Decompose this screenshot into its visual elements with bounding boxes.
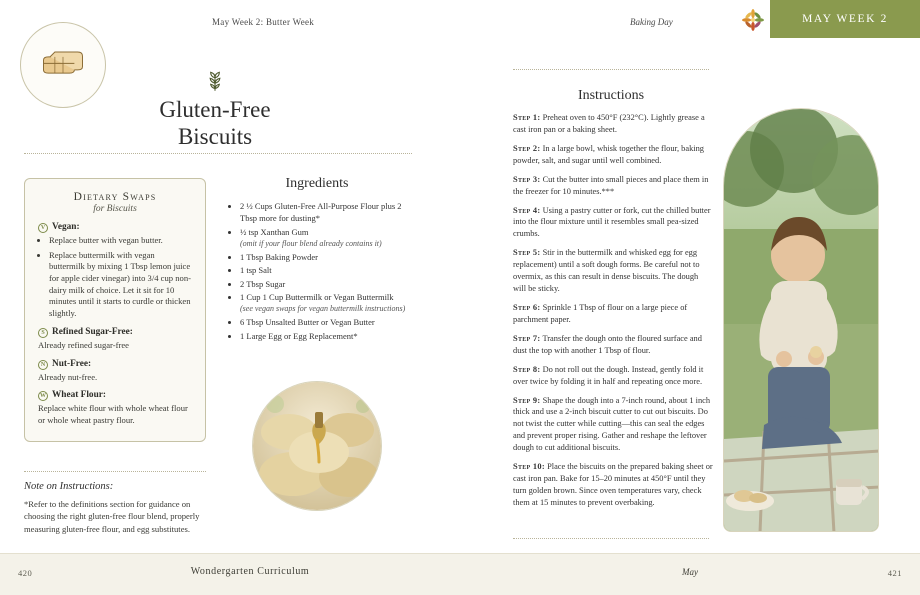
left-page — [0, 38, 460, 595]
divider — [24, 471, 206, 472]
list-item — [240, 330, 414, 342]
swap-heading-nut-free — [38, 359, 192, 370]
ingredient-text: ½ tsp Xanthan Gum — [240, 226, 309, 237]
swap-text-wheat-flour: Replace white flour with whole wheat flour or whole wheat pastry flour. — [38, 403, 188, 425]
step-label: Step 9: — [513, 395, 541, 405]
dietary-swaps-subtitle: for Biscuits — [93, 204, 137, 214]
biscuits-with-honey-photo — [252, 381, 382, 511]
step-text: In a large bowl, whisk together the flour, baking powder, salt, and sugar until well combined. — [513, 143, 704, 165]
list-item — [513, 112, 713, 136]
list-item — [513, 205, 713, 241]
recipe-title-line1: Gluten-Free — [159, 97, 271, 122]
flower-icon — [742, 9, 764, 31]
ingredient-text: 1 Tbsp Baking Powder — [240, 251, 318, 262]
header-center-title: Baking Day — [630, 17, 673, 27]
week-band — [770, 0, 920, 38]
list-item — [513, 302, 713, 326]
swap-list-vegan — [38, 235, 192, 320]
step-label: Step 5: — [513, 248, 541, 258]
swap-label: Wheat Flour: — [52, 390, 106, 401]
ingredient-note: (omit if your flour blend already contains it) — [240, 238, 382, 248]
week-band-label: MAY WEEK 2 — [802, 13, 888, 25]
note-title: Note on Instructions: — [24, 481, 114, 492]
step-text: Place the biscuits on the prepared baking sheet or cast iron pan. Bake for 15–20 minutes at 450°F until they turn golden brown. Since oven temperatures vary, check them at 15 minutes to prevent overbaking. — [513, 462, 713, 507]
dietary-swaps-card — [24, 178, 206, 442]
divider — [513, 69, 709, 70]
step-text: Do not roll out the dough. Instead, gently fold it over twice by folding it in half and repeating once more. — [513, 364, 704, 386]
swap-text-refined-sugar-free: Already refined sugar-free — [38, 339, 129, 350]
swap-heading-refined-sugar-free — [38, 327, 192, 338]
recipe-title-line2: Biscuits — [177, 124, 253, 150]
step-label: Step 4: — [513, 205, 541, 215]
swap-heading-wheat-flour — [38, 390, 192, 401]
ingredient-text: 1 Large Egg or Egg Replacement* — [240, 330, 358, 341]
list-item — [513, 174, 713, 198]
swap-label: Refined Sugar-Free: — [52, 326, 133, 337]
step-text: Stir in the buttermilk and whisked egg for egg replacement) until a soft dough forms. Be careful not to overmix, as this can result in dense biscuits. The dough will be sticky. — [513, 248, 700, 294]
instructions-list — [513, 112, 713, 516]
list-item — [240, 226, 414, 249]
list-item — [240, 291, 414, 314]
book-title: Wondergarten Curriculum — [190, 566, 310, 577]
leaf-circle-icon: V — [38, 223, 48, 233]
list-item — [513, 247, 713, 295]
child-eating-biscuit-photo — [723, 108, 879, 532]
list-item: • Replace buttermilk with vegan buttermilk by mixing 1 Tbsp lemon juice for apple cider vinegar) into 3/4 cup non-dairy milk of choice. Let it sit for 10 minutes until it starts to curdle or thicken slightly. — [49, 250, 192, 320]
step-label: Step 6: — [513, 302, 541, 312]
ingredients-heading: Ingredients — [285, 176, 349, 191]
step-text: Transfer the dough onto the floured surface and dust the top with another 1 Tbsp of flour. — [513, 333, 702, 355]
note-body: *Refer to the definitions section for guidance on choosing the right gluten-free flour blend, properly measuring gluten-free flour, and egg substitutes. — [24, 499, 200, 534]
ingredients-list — [228, 200, 414, 343]
list-item: • Replace butter with vegan butter. — [49, 235, 192, 247]
list-item — [240, 251, 414, 263]
list-item — [513, 395, 713, 455]
ingredient-text: 1 tsp Salt — [240, 265, 272, 276]
page-footer — [0, 553, 920, 595]
right-page — [460, 38, 920, 595]
ingredient-text: 2 Tbsp Sugar — [240, 278, 286, 289]
step-text: Sprinkle 1 Tbsp of flour on a large piece of parchment paper. — [513, 302, 688, 324]
section-title: May — [682, 567, 698, 577]
list-item — [240, 264, 414, 276]
wheat-sheaf-icon — [202, 68, 228, 94]
swap-heading-vegan — [38, 222, 192, 233]
step-text: Using a pastry cutter or fork, cut the chilled butter into the flour mixture until it resembles small pea-sized crumbs. — [513, 205, 711, 239]
list-item — [240, 200, 414, 224]
step-label: Step 3: — [513, 174, 541, 184]
sugar-circle-icon: S — [38, 328, 48, 338]
list-item — [513, 333, 713, 357]
dietary-swaps-title: Dietary Swaps — [73, 191, 157, 203]
step-label: Step 2: — [513, 143, 541, 153]
step-label: Step 1: — [513, 113, 541, 122]
step-text: Shape the dough into a 7-inch round, about 1 inch thick and use a 2-inch biscuit cutter to cut out biscuits. Do not twist the cutter while cutting—this can seal the edges and prevent proper rising. Gather and reshape the leftover dough to cut additional biscuits. — [513, 395, 711, 453]
page-number-left: 420 — [18, 568, 33, 578]
nut-circle-icon: N — [38, 360, 48, 370]
list-item — [240, 316, 414, 328]
step-label: Step 7: — [513, 333, 541, 343]
header-left-title: May Week 2: Butter Week — [212, 17, 315, 27]
list-item — [240, 278, 414, 290]
step-label: Step 10: — [513, 462, 545, 472]
list-item — [513, 364, 713, 388]
swap-text-nut-free: Already nut-free. — [38, 371, 98, 382]
bread-loaf-icon — [20, 22, 106, 108]
instructions-heading: Instructions — [577, 88, 645, 103]
swap-label: Vegan: — [52, 222, 80, 232]
step-text: Cut the butter into small pieces and place them in the freezer for 10 minutes.*** — [513, 174, 709, 196]
ingredient-text: 6 Tbsp Unsalted Butter or Vegan Butter — [240, 317, 375, 328]
divider — [513, 538, 709, 539]
ingredient-note: (see vegan swaps for vegan buttermilk instructions) — [240, 304, 406, 314]
list-item — [513, 461, 713, 509]
step-text: Preheat oven to 450°F (232°C). Lightly grease a cast iron pan or a baking sheet. — [513, 113, 705, 134]
ingredient-text: 1 Cup 1 Cup Buttermilk or Vegan Buttermilk — [240, 292, 394, 303]
step-label: Step 8: — [513, 364, 541, 374]
page-title — [110, 96, 320, 150]
list-item — [513, 143, 713, 167]
page-header — [0, 0, 920, 38]
ingredient-text: 2 ½ Cups Gluten-Free All-Purpose Flour plus 2 Tbsp more for dusting* — [240, 201, 402, 224]
swap-label: Nut-Free: — [52, 358, 92, 369]
divider — [24, 153, 412, 154]
page-number-right: 421 — [887, 568, 902, 578]
wheat-circle-icon: W — [40, 393, 46, 400]
